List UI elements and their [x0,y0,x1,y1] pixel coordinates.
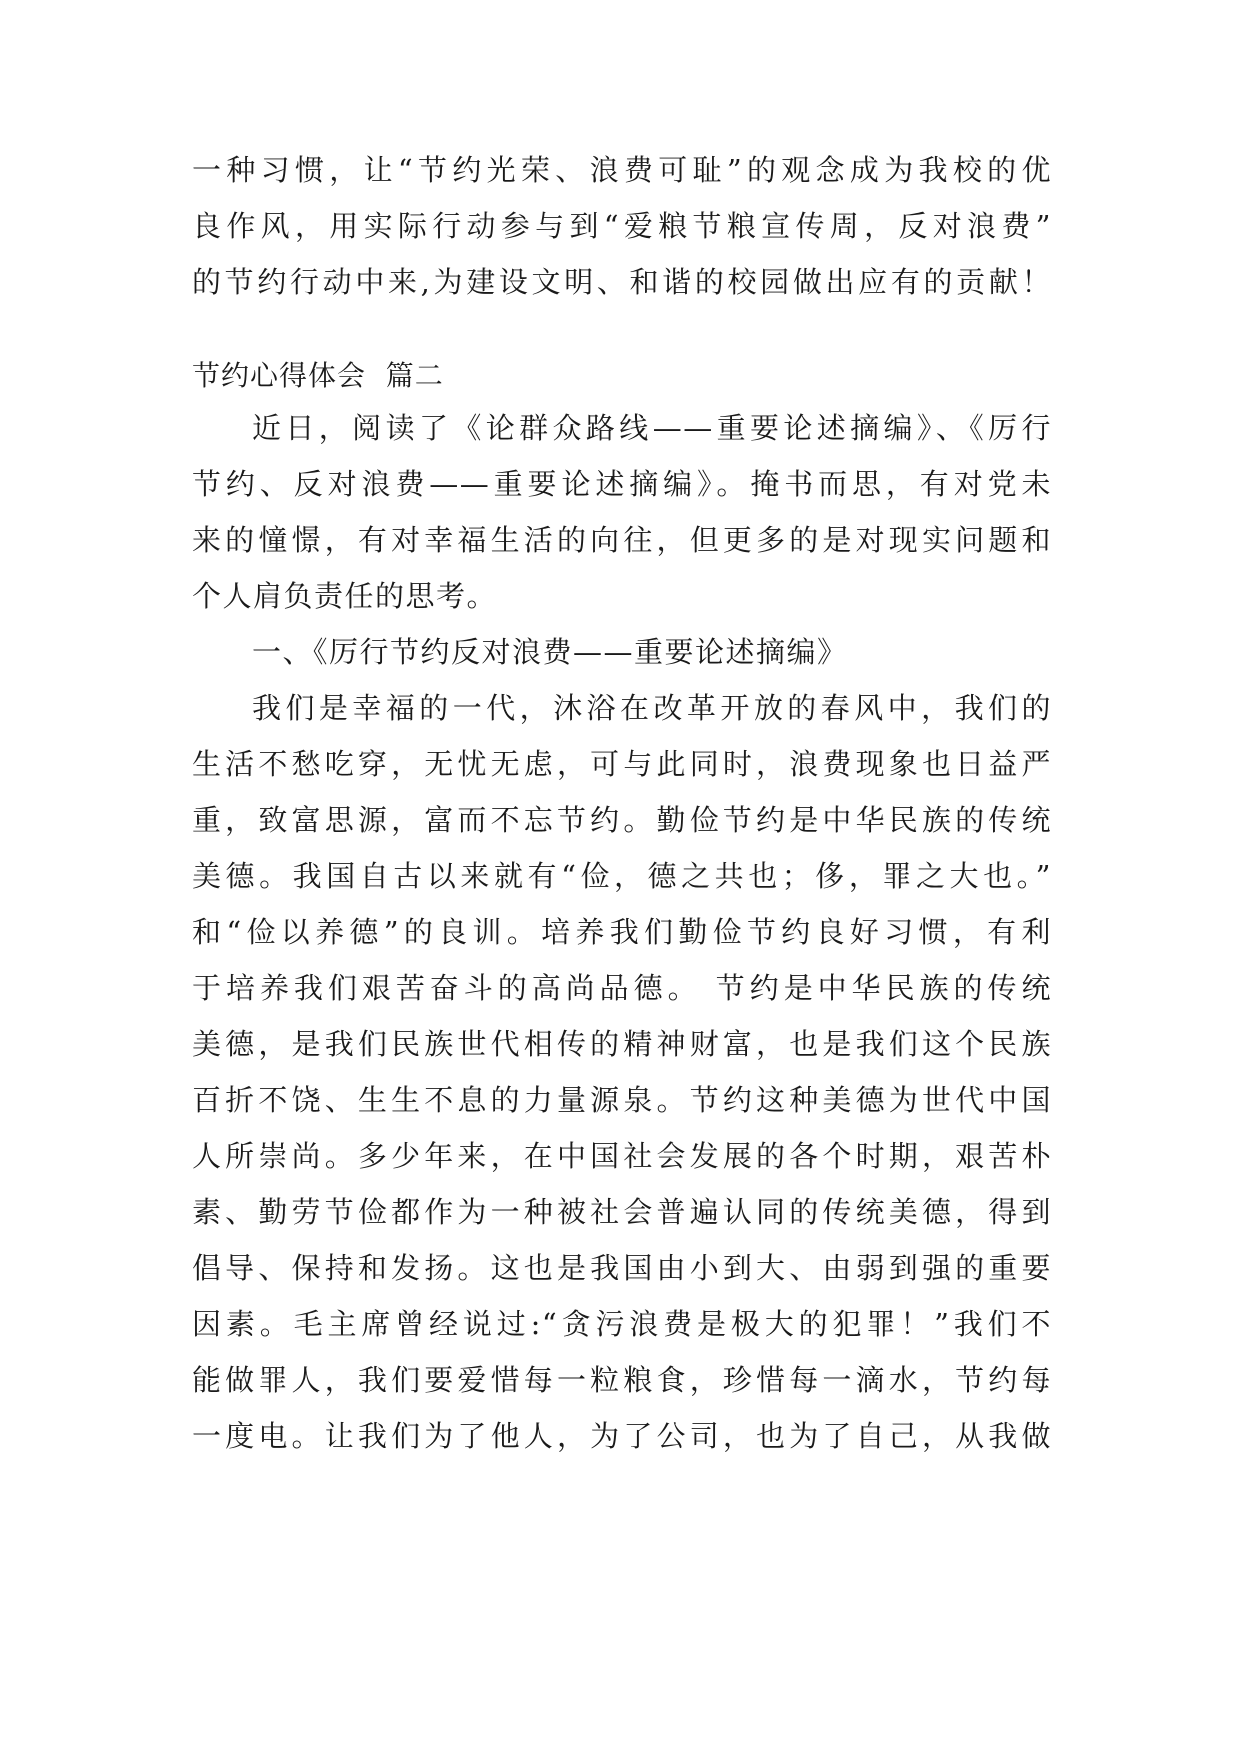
text-line: 能做罪人，我们要爱惜每一粒粮食，珍惜每一滴水，节约每 [192,1363,1052,1397]
subheading-block [192,624,1052,680]
section-heading-block [192,348,1052,404]
text-line: 于培养我们艰苦奋斗的高尚品德。 节约是中华民族的传统 [192,971,1052,1005]
text-line: 近日，阅读了《论群众路线——重要论述摘编》、《厉行 [252,411,1052,445]
text-line: 重，致富思源，富而不忘节约。勤俭节约是中华民族的传统 [192,803,1052,837]
text-line: 一度电。让我们为了他人，为了公司，也为了自己，从我做 [192,1419,1052,1453]
text-line: 因素。毛主席曾经说过:“贪污浪费是极大的犯罪！”我们不 [192,1307,1052,1341]
paragraph-2 [192,680,1052,1464]
text-line: 人所崇尚。多少年来，在中国社会发展的各个时期，艰苦朴 [192,1139,1052,1173]
text-line: 美德，是我们民族世代相传的精神财富，也是我们这个民族 [192,1027,1052,1061]
text-line: 良作风，用实际行动参与到“爱粮节粮宣传周，反对浪费” [192,209,1052,243]
text-line: 一种习惯，让“节约光荣、浪费可耻”的观念成为我校的优 [192,153,1052,187]
text-line: 节约、反对浪费——重要论述摘编》。掩书而思，有对党未 [192,467,1052,501]
intro-paragraph [192,142,1052,310]
subheading: 一、《厉行节约反对浪费——重要论述摘编》 [252,635,848,669]
text-line: 个人肩负责任的思考。 [192,579,498,613]
text-line: 的节约行动中来,为建设文明、和谐的校园做出应有的贡献！ [192,265,1052,299]
text-line: 美德。我国自古以来就有“俭，德之共也；侈，罪之大也。” [192,859,1052,893]
text-line: 和“俭以养德”的良训。培养我们勤俭节约良好习惯，有利 [192,915,1052,949]
text-line: 倡导、保持和发扬。这也是我国由小到大、由弱到强的重要 [192,1251,1052,1285]
text-line: 来的憧憬，有对幸福生活的向往，但更多的是对现实问题和 [192,523,1052,557]
text-line: 我们是幸福的一代，沐浴在改革开放的春风中，我们的 [252,691,1052,725]
text-line: 生活不愁吃穿，无忧无虑，可与此同时，浪费现象也日益严 [192,747,1052,781]
text-line: 素、勤劳节俭都作为一种被社会普遍认同的传统美德，得到 [192,1195,1052,1229]
section-heading: 节约心得体会 篇二 [192,359,444,392]
text-line: 百折不饶、生生不息的力量源泉。节约这种美德为世代中国 [192,1083,1052,1117]
paragraph-1 [192,400,1052,624]
